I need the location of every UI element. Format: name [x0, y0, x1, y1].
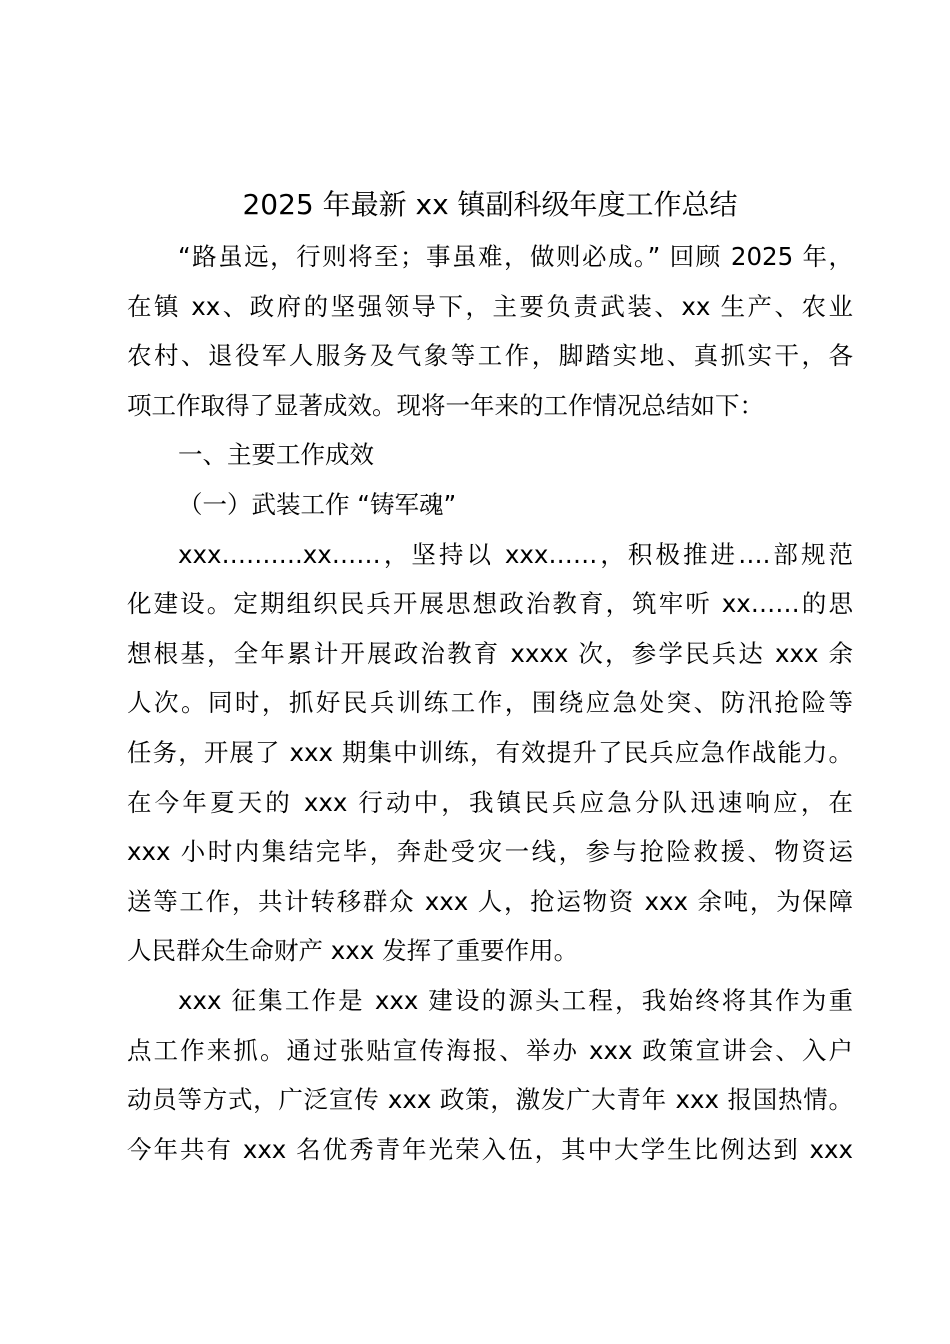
- paragraph-line: 在今年夏天的 xxx 行动中，我镇民兵应急分队迅速响应，在: [127, 787, 853, 817]
- intro-paragraph: [127, 232, 853, 430]
- document-page: [127, 178, 853, 1174]
- paragraph-line: 在镇 xx、政府的坚强领导下，主要负责武装、xx 生产、农业: [127, 291, 853, 321]
- paragraph-line: xxx……….xx……，坚持以 xxx……，积极推进….部规范: [178, 539, 853, 569]
- document-title: 2025 年最新 xx 镇副科级年度工作总结: [242, 188, 738, 221]
- recruitment-paragraph: [127, 976, 853, 1174]
- paragraph-line: xxx 征集工作是 xxx 建设的源头工程，我始终将其作为重: [178, 985, 853, 1015]
- paragraph-line: 农村、退役军人服务及气象等工作，脚踏实地、真抓实干，各: [127, 341, 853, 371]
- paragraph-line: 任务，开展了 xxx 期集中训练，有效提升了民兵应急作战能力。: [127, 737, 853, 767]
- armed-forces-paragraph: [127, 530, 853, 976]
- subsection-heading: [127, 480, 853, 530]
- paragraph-line: 化建设。定期组织民兵开展思想政治教育，筑牢听 xx……的思: [127, 589, 853, 619]
- paragraph-line: 想根基，全年累计开展政治教育 xxxx 次，参学民兵达 xxx 余: [127, 638, 853, 668]
- section-heading-text: 一、主要工作成效: [178, 440, 374, 470]
- paragraph-line: “路虽远，行则将至；事虽难，做则必成。” 回顾 2025 年，: [178, 242, 853, 271]
- paragraph-line: 动员等方式，广泛宣传 xxx 政策，激发广大青年 xxx 报国热情。: [127, 1085, 853, 1115]
- paragraph-line: 人民群众生命财产 xxx 发挥了重要作用。: [127, 936, 579, 966]
- paragraph-line: 送等工作，共计转移群众 xxx 人，抢运物资 xxx 余吨，为保障: [127, 886, 853, 916]
- paragraph-line: 人次。同时，抓好民兵训练工作，围绕应急处突、防汛抢险等: [127, 688, 853, 718]
- paragraph-line: 点工作来抓。通过张贴宣传海报、举办 xxx 政策宣讲会、入户: [127, 1035, 853, 1065]
- section-heading: [127, 430, 853, 480]
- paragraph-line: xxx 小时内集结完毕，奔赴受灾一线，参与抢险救援、物资运: [127, 837, 853, 867]
- subsection-heading-text: （一）武装工作 “铸军魂”: [178, 489, 457, 519]
- paragraph-line: 项工作取得了显著成效。现将一年来的工作情况总结如下：: [127, 390, 764, 420]
- paragraph-line: 今年共有 xxx 名优秀青年光荣入伍，其中大学生比例达到 xxx: [127, 1134, 853, 1164]
